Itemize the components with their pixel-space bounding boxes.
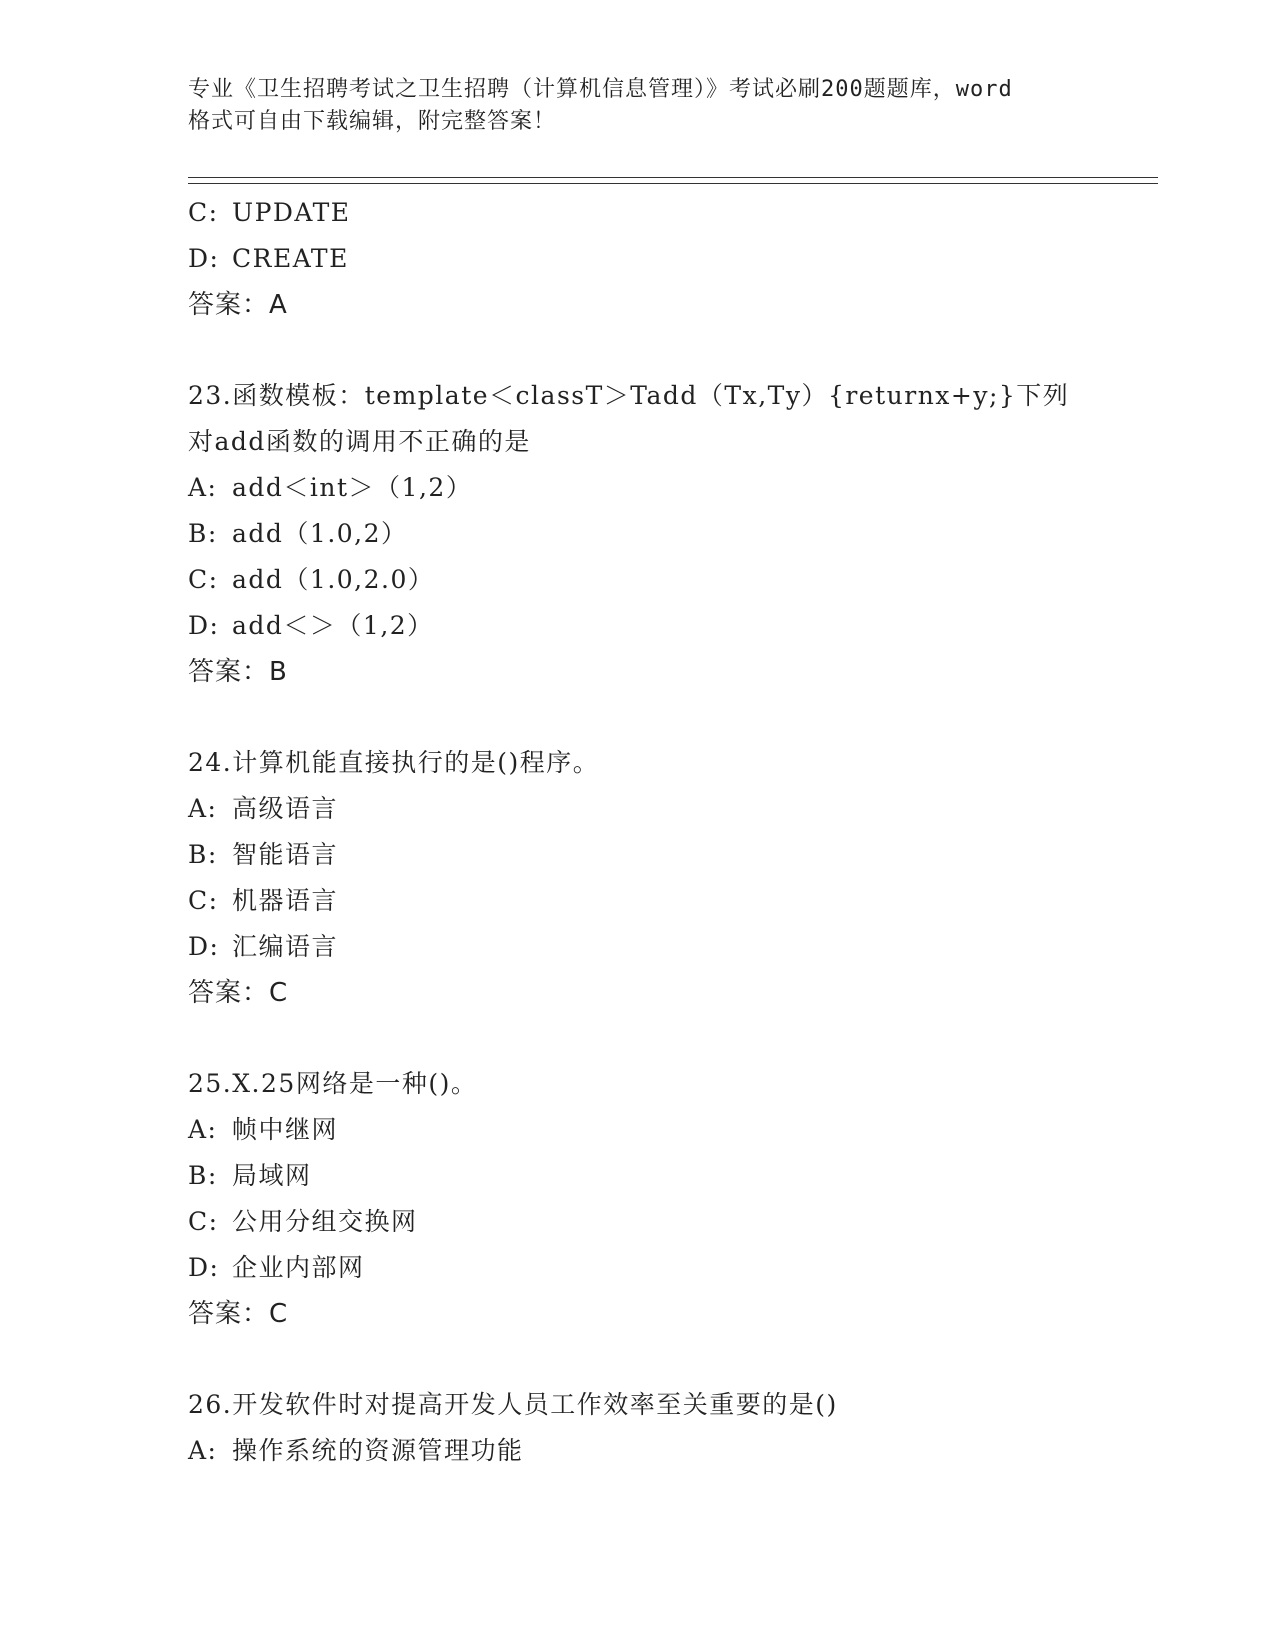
question-stem: 26.开发软件时对提高开发人员工作效率至关重要的是() [188,1390,838,1419]
header-divider-top [188,177,1158,178]
option-d [188,924,1158,970]
option-letter: D: [188,611,220,640]
question-list [188,190,1158,1474]
header-divider-bottom [188,183,1158,184]
option-text: 高级语言 [232,794,339,823]
option-text: 机器语言 [232,886,339,915]
option-letter: C: [188,1207,219,1236]
question-spacer [188,328,1158,373]
option-text: 汇编语言 [232,932,339,961]
option-text: add（1.0,2） [232,519,408,548]
question-22 [188,190,1158,328]
option-text: 智能语言 [232,840,339,869]
option-letter: A: [188,794,218,823]
option-letter: C: [188,565,219,594]
option-a [188,1107,1158,1153]
question-spacer [188,1337,1158,1382]
option-text: 帧中继网 [232,1115,339,1144]
option-letter: A: [188,1115,218,1144]
document-header [188,74,1088,138]
header-title-line-1: 专业《卫生招聘考试之卫生招聘（计算机信息管理）》考试必刷200题题库，word [188,77,1013,102]
option-letter: D: [188,932,220,961]
question-stem-line-2: 对add函数的调用不正确的是 [188,427,531,456]
option-letter: A: [188,1436,218,1465]
option-c [188,557,1158,603]
answer-line: 答案：C [188,1299,289,1329]
option-text: add＜＞（1,2） [232,611,434,640]
header-title-line-2: 格式可自由下载编辑，附完整答案！ [188,109,557,134]
option-c [188,190,1158,236]
option-letter: A: [188,473,218,502]
question-25 [188,1061,1158,1337]
question-stem: 25.X.25网络是一种()。 [188,1069,478,1098]
question-23 [188,373,1158,695]
option-letter: C: [188,198,219,227]
option-letter: B: [188,519,218,548]
option-text: UPDATE [232,198,351,227]
option-d [188,236,1158,282]
option-text: 局域网 [232,1161,312,1190]
option-letter: B: [188,1161,218,1190]
answer-line: 答案：A [188,290,288,320]
option-letter: C: [188,886,219,915]
answer-line: 答案：B [188,657,288,687]
option-text: 操作系统的资源管理功能 [232,1436,524,1465]
option-letter: D: [188,1253,220,1282]
option-a [188,786,1158,832]
question-spacer [188,695,1158,740]
answer-line: 答案：C [188,978,289,1008]
option-letter: B: [188,840,218,869]
option-d [188,603,1158,649]
option-a [188,465,1158,511]
option-c [188,878,1158,924]
option-a [188,1428,1158,1474]
question-24 [188,740,1158,1016]
option-d [188,1245,1158,1291]
option-b [188,832,1158,878]
option-text: add（1.0,2.0） [232,565,435,594]
option-letter: D: [188,244,220,273]
question-spacer [188,1016,1158,1061]
option-c [188,1199,1158,1245]
option-text: add＜int＞（1,2） [232,473,473,502]
option-b [188,511,1158,557]
option-b [188,1153,1158,1199]
question-26 [188,1382,1158,1474]
option-text: 企业内部网 [232,1253,365,1282]
option-text: CREATE [232,244,349,273]
option-text: 公用分组交换网 [232,1207,418,1236]
question-stem: 24.计算机能直接执行的是()程序。 [188,748,600,777]
question-stem-line-1: 23.函数模板：template＜classT＞Tadd（Tx,Ty）{returnx+y;}下列 [188,381,1070,410]
